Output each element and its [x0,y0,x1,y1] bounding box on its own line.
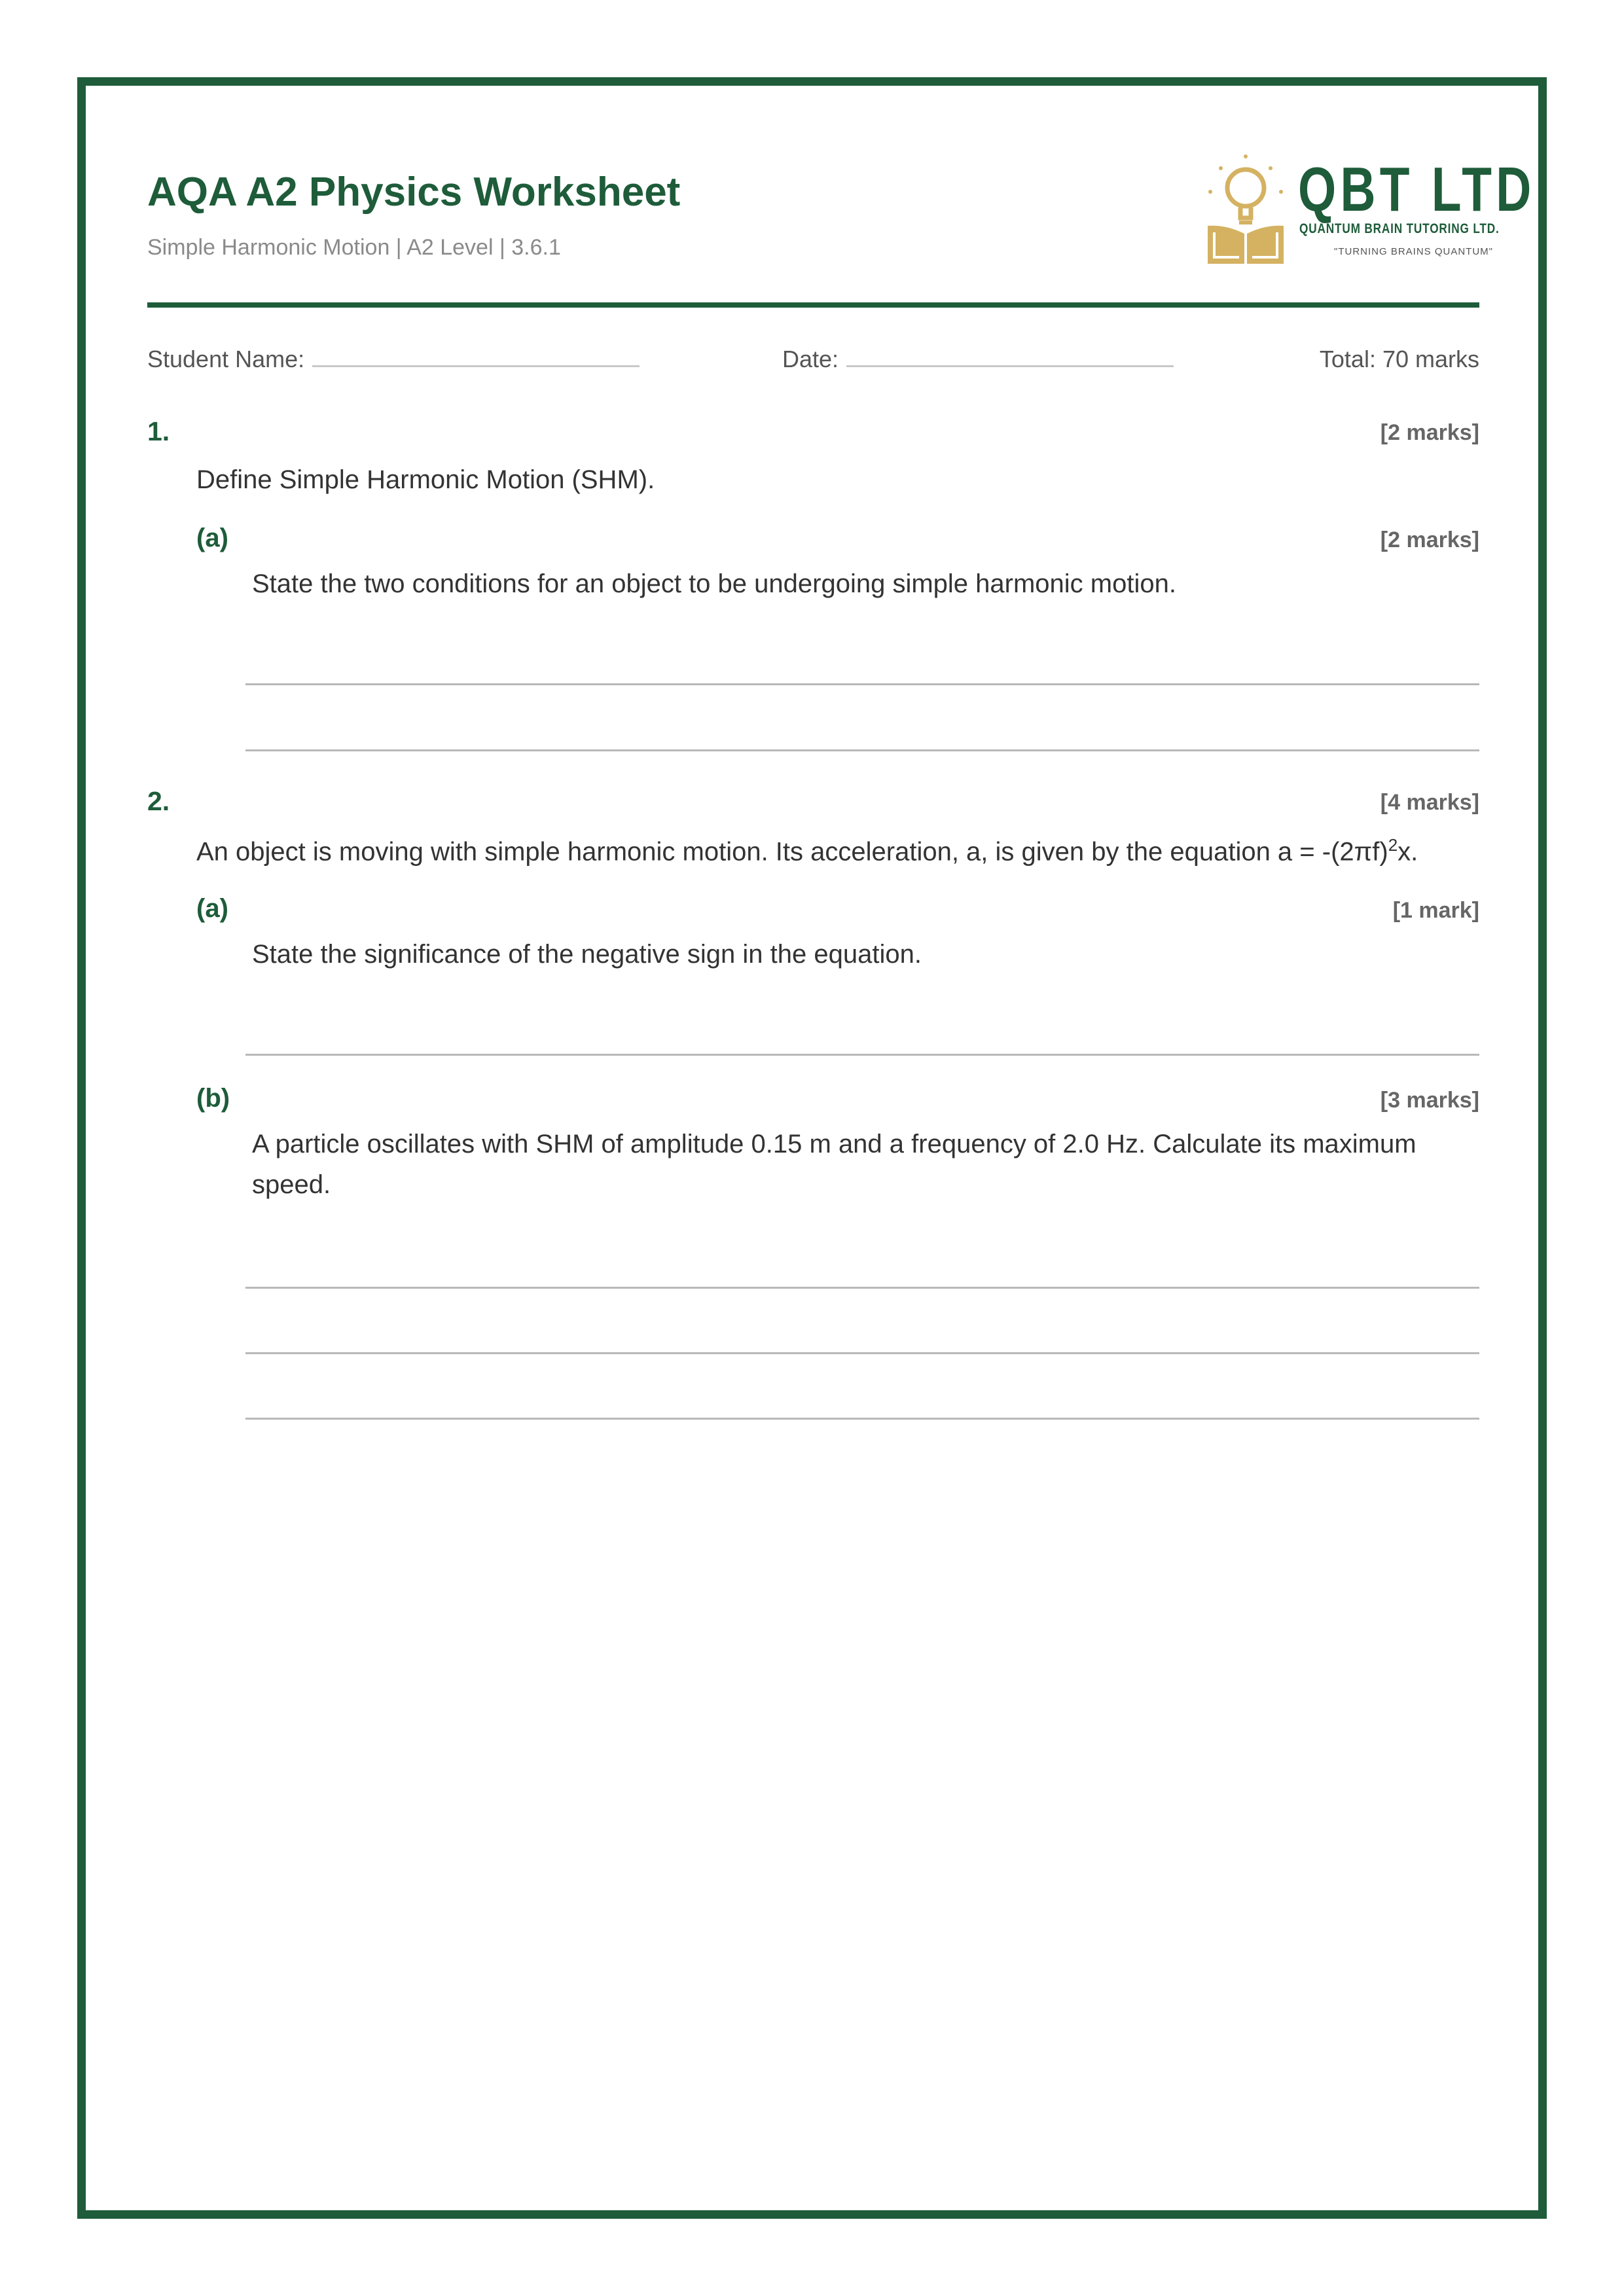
page-title: AQA A2 Physics Worksheet [147,170,681,215]
equation-exponent: 2 [1388,835,1398,855]
logo-wordmark: QBT LTD. [1298,154,1553,224]
question-text: Define Simple Harmonic Motion (SHM). [196,465,655,494]
answer-line[interactable] [245,683,1479,685]
question-number: 2. [147,786,170,816]
logo-company-name: QUANTUM BRAIN TUTORING LTD. [1299,221,1500,236]
question-text [196,835,1418,867]
student-name-field [147,346,640,373]
logo-tagline: "TURNING BRAINS QUANTUM" [1334,246,1493,257]
date-label: Date: [782,346,839,372]
page-subtitle: Simple Harmonic Motion | A2 Level | 3.6.1 [147,235,561,260]
equation-text: An object is moving with simple harmonic motion. Its acceleration, a, is given by the equation a = -(2πf) [196,837,1388,867]
lightbulb-book-icon [1206,154,1291,268]
date-line[interactable] [846,348,1174,367]
date-field [782,346,1174,373]
part-text: State the two conditions for an object to be undergoing simple harmonic motion. [252,569,1176,598]
student-name-label: Student Name: [147,346,305,372]
answer-line[interactable] [245,1054,1479,1056]
company-logo [1206,154,1553,268]
answer-line[interactable] [245,749,1479,751]
part-label: (b) [196,1084,230,1113]
student-name-line[interactable] [312,348,640,367]
part-marks: [1 mark] [1392,898,1479,923]
part-label: (a) [196,894,228,923]
question-marks: [4 marks] [1380,790,1479,815]
part-label: (a) [196,524,228,552]
part-text: A particle oscillates with SHM of amplitude 0.15 m and a frequency of 2.0 Hz. Calculate its maximum speed. [252,1130,1416,1199]
answer-line[interactable] [245,1352,1479,1354]
answer-line[interactable] [245,1418,1479,1420]
answer-line[interactable] [245,1287,1479,1289]
part-text: State the significance of the negative sign in the equation. [252,940,922,969]
question-marks: [2 marks] [1380,420,1479,445]
part-marks: [2 marks] [1380,528,1479,552]
question-number: 1. [147,416,170,446]
header-divider [147,302,1479,308]
equation-tail: x. [1398,837,1418,867]
part-marks: [3 marks] [1380,1088,1479,1113]
total-marks: Total: 70 marks [1319,346,1479,372]
